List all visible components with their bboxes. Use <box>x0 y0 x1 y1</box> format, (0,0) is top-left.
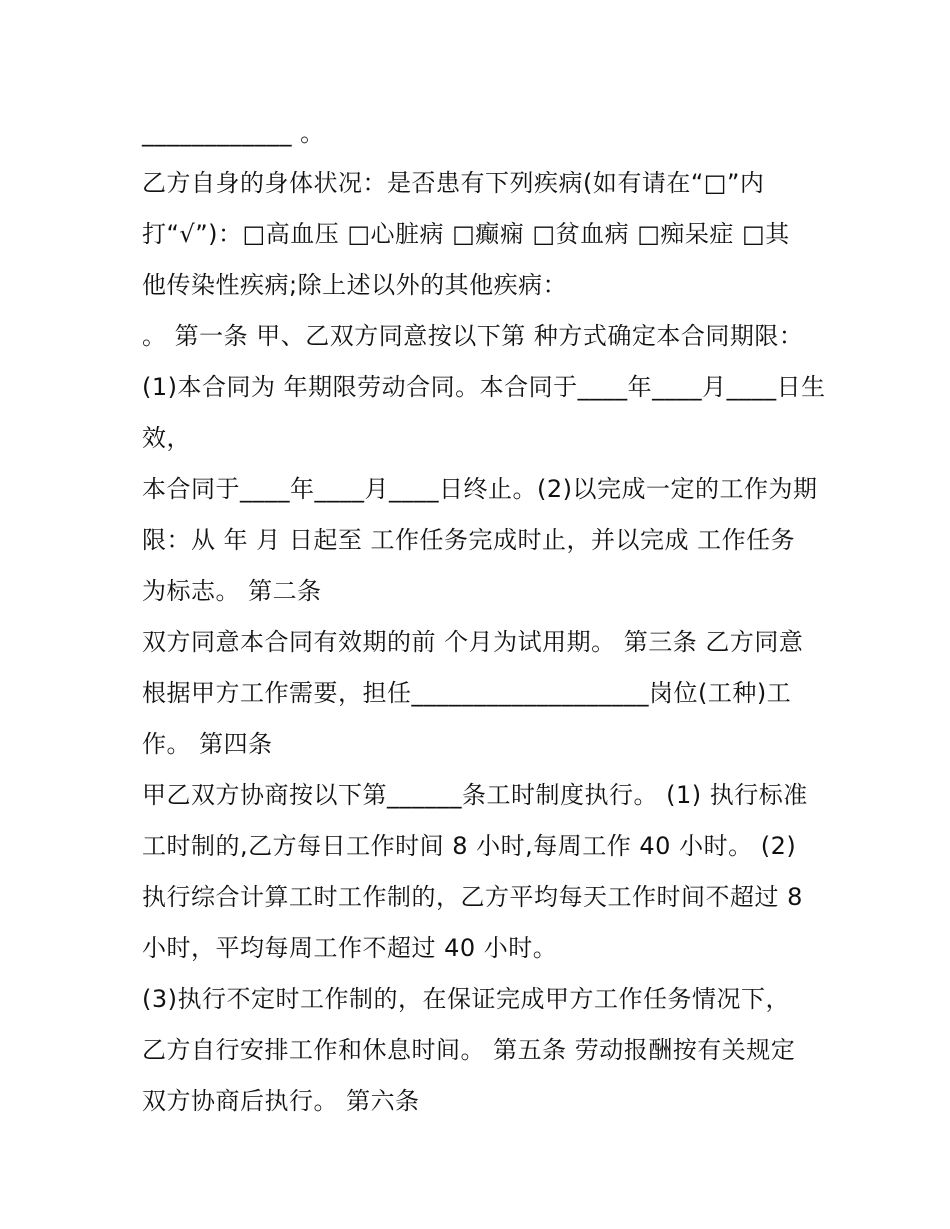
text-line: 小时，平均每周工作不超过 40 小时。 <box>142 934 558 962</box>
text-line: (3)执行不定时工作制的，在保证完成甲方工作任务情况下， <box>142 985 790 1013</box>
text-line: 他传染性疾病;除上述以外的其他疾病： <box>142 271 568 299</box>
text-line: 甲乙双方协商按以下第______条工时制度执行。 (1) 执行标准 <box>142 781 808 809</box>
text-line: 根据甲方工作需要，担任___________________岗位(工种)工 <box>142 679 792 707</box>
text-line: 乙方自行安排工作和休息时间。 第五条 劳动报酬按有关规定 <box>142 1036 796 1064</box>
text-line: 效， <box>142 424 191 452</box>
text-line: 双方同意本合同有效期的前 个月为试用期。 第三条 乙方同意 <box>142 628 804 656</box>
text-line: 乙方自身的身体状况：是否患有下列疾病(如有请在“□”内 <box>142 169 765 197</box>
text-line: 打“√”)：□高血压 □心脏病 □癫痫 □贫血病 □痴呆症 □其 <box>142 220 790 248</box>
text-line: 为标志。 第二条 <box>142 577 322 605</box>
text-line: ____________ 。 <box>142 119 325 147</box>
text-line: 执行综合计算工时工作制的，乙方平均每天工作时间不超过 8 <box>142 883 803 911</box>
text-line: 作。 第四条 <box>142 730 273 758</box>
text-line: 工时制的,乙方每日工作时间 8 小时,每周工作 40 小时。 (2) <box>142 832 797 860</box>
text-line: 限：从 年 月 日起至 工作任务完成时止，并以完成 工作任务 <box>142 526 796 554</box>
text-line: 本合同于____年____月____日终止。(2)以完成一定的工作为期 <box>142 475 818 503</box>
text-line: (1)本合同为 年期限劳动合同。本合同于____年____月____日生 <box>142 373 826 401</box>
text-line: 。 第一条 甲、乙双方同意按以下第 种方式确定本合同期限： <box>142 322 804 350</box>
text-line: 双方协商后执行。 第六条 <box>142 1087 420 1115</box>
